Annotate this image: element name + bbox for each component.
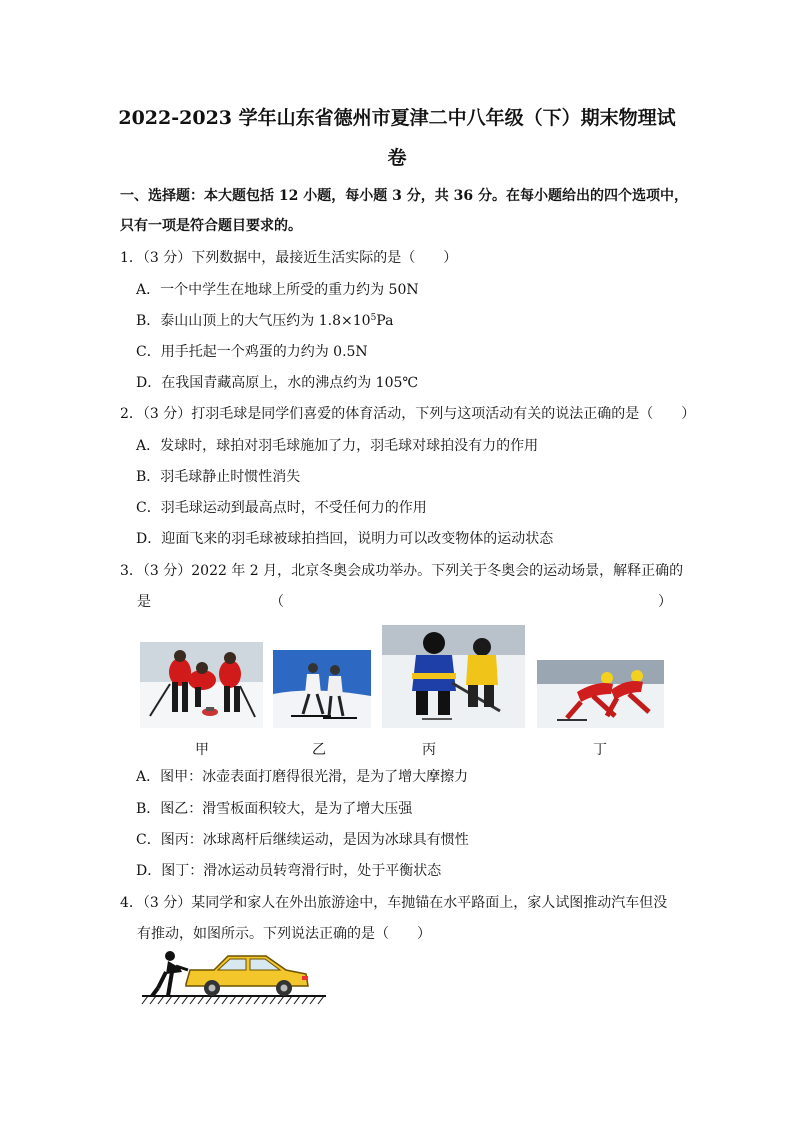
q3-option-c: C．图丙：冰球离杆后继续运动，是因为冰球具有惯性	[136, 832, 469, 848]
exam-title-line2: 卷	[387, 147, 407, 169]
q3-paren-open: （	[270, 594, 284, 610]
curling-photo	[140, 642, 263, 728]
q4-stem-line2: 有推动，如图所示。下列说法正确的是（ ）	[137, 926, 431, 942]
caption-ding: 丁	[593, 742, 607, 758]
q1-option-a: A．一个中学生在地球上所受的重力约为 50N	[136, 282, 419, 298]
q3-option-d: D．图丁：滑冰运动员转弯滑行时，处于平衡状态	[136, 863, 442, 879]
q2-option-c: C．羽毛球运动到最高点时，不受任何力的作用	[136, 500, 427, 516]
q1-option-c: C．用手托起一个鸡蛋的力约为 0.5N	[136, 344, 368, 360]
section-heading-line2: 只有一项是符合题目要求的。	[120, 218, 302, 234]
skiing-photo	[273, 650, 371, 728]
push-car-illustration	[138, 944, 328, 1008]
caption-yi: 乙	[312, 742, 326, 758]
q2-option-a: A．发球时，球拍对羽毛球施加了力，羽毛球对球拍没有力的作用	[136, 438, 539, 454]
q3-stem-tail: 是	[137, 594, 151, 610]
q2-stem: 2．（3 分）打羽毛球是同学们喜爱的体育活动，下列与这项活动有关的说法正确的是（ ）	[120, 406, 696, 422]
q3-option-b: B．图乙：滑雪板面积较大，是为了增大压强	[136, 801, 413, 817]
q3-option-a: A．图甲：冰壶表面打磨得很光滑，是为了增大摩擦力	[136, 769, 469, 785]
q3-paren-close: ）	[658, 594, 672, 610]
skiing-illustration	[273, 650, 371, 728]
caption-bing: 丙	[422, 742, 436, 758]
q2-option-b: B．羽毛球静止时惯性消失	[136, 469, 301, 485]
ice-hockey-illustration	[382, 625, 525, 728]
exam-title-line1: 2022-2023 学年山东省德州市夏津二中八年级（下）期末物理试	[118, 107, 676, 129]
curling-illustration	[140, 642, 263, 728]
push-car-figure	[138, 944, 328, 1008]
q1-option-b: B．泰山山顶上的大气压约为 $1.8\times 10^5Pa$	[136, 313, 394, 329]
q3-stem: 3．（3 分）2022 年 2 月，北京冬奥会成功举办。下列关于冬奥会的运动场景，解释正确的	[120, 563, 684, 579]
q1-stem: 1．（3 分）下列数据中，最接近生活实际的是（ ）	[120, 250, 458, 266]
speed-skating-illustration	[537, 660, 664, 728]
speed-skating-photo	[537, 660, 664, 728]
section-heading-line1: 一、选择题：本大题包括 12 小题，每小题 3 分，共 36 分。在每小题给出的四个选项中，	[120, 188, 688, 204]
caption-jia: 甲	[195, 742, 209, 758]
q2-option-d: D．迎面飞来的羽毛球被球拍挡回，说明力可以改变物体的运动状态	[136, 531, 554, 547]
q1-option-b-exponent: 5	[370, 313, 377, 323]
q4-stem: 4．（3 分）某同学和家人在外出旅游途中，车抛锚在水平路面上，家人试图推动汽车但没	[120, 895, 668, 911]
q1-option-d: D．在我国青藏高原上，水的沸点约为 105℃	[136, 375, 419, 391]
ice-hockey-photo	[382, 625, 525, 728]
